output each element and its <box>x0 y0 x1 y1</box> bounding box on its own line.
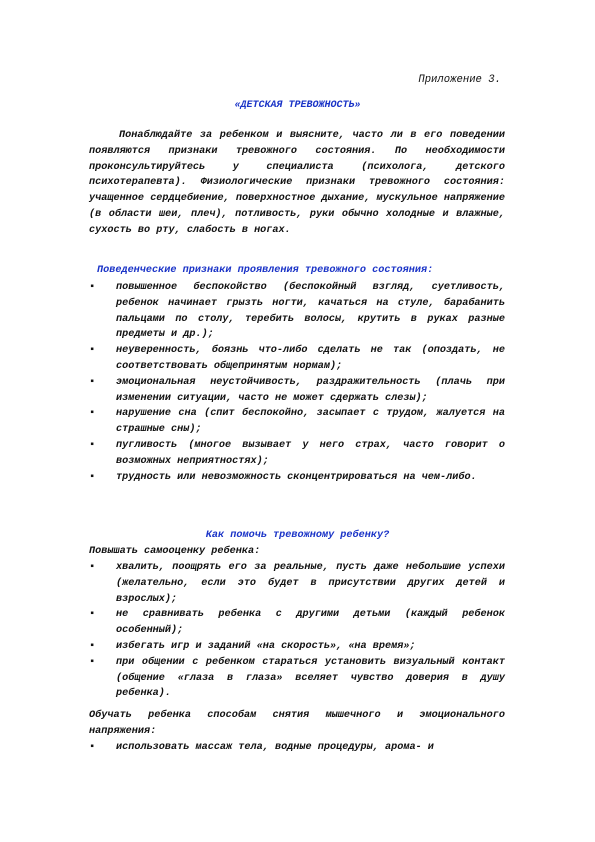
bullet-icon: ▪ <box>89 471 96 483</box>
list-item: ▪ не сравнивать ребенка с другими детьми (каждый ребенок особенный); <box>89 609 505 637</box>
bullet-icon: ▪ <box>89 609 96 621</box>
list-item: ▪ избегать игр и заданий «на скорость», «на время»; <box>89 639 505 655</box>
self-esteem-list <box>89 560 505 702</box>
bullet-icon: ▪ <box>89 345 96 357</box>
list-item: ▪ повышенное беспокойство (беспокойный взгляд, суетливость, ребенок начинает грызть ногти, качаться на стуле, барабанить пальцами по столу, теребить волосы, крутить в руках разные предметы и др.); <box>89 282 505 341</box>
help-heading: Как помочь тревожному ребенку? <box>205 530 390 541</box>
list-item: ▪ трудность или невозможность сконцентрироваться на чем-либо. <box>89 470 505 486</box>
bullet-icon: ▪ <box>89 408 96 420</box>
behavior-heading: Поведенческие признаки проявления тревожного состояния: <box>97 265 434 276</box>
bullet-icon: ▪ <box>89 562 96 573</box>
list-item: ▪ пугливость (многое вызывает у него страх, часто говорит о возможных неприятностях); <box>89 439 505 467</box>
list-item: ▪ использовать массаж тела, водные процедуры, арома- и <box>89 740 505 756</box>
list-item: ▪ при общении с ребенком стараться установить визуальный контакт (общение «глаза в глаза» вселяет чувство доверия в душу ребенка). <box>89 656 505 700</box>
list-item: ▪ хвалить, поощрять его за реальные, пусть даже небольшие успехи (желательно, если это будет в присутствии других детей и взрослых); <box>89 562 505 605</box>
behavior-list <box>89 280 505 485</box>
self-esteem-heading: Повышать самооценку ребенка: <box>89 546 261 557</box>
bullet-icon: ▪ <box>89 376 96 388</box>
list-item: ▪ эмоциональная неустойчивость, раздражительность (плачь при изменении ситуации, часто не может сдержать слезы); <box>89 376 505 404</box>
bullet-icon: ▪ <box>89 640 96 652</box>
tension-list <box>89 740 505 756</box>
tension-heading: Обучать ребенка способам снятия мышечного и эмоционального напряжения: <box>89 710 505 737</box>
bullet-icon: ▪ <box>89 742 96 753</box>
intro-paragraph: Понаблюдайте за ребенком и выясните, часто ли в его поведении появляются признаки тревожного состояния. По необходимости проконсультируйтесь у специалиста (психолога, детского психотерапевта). Физиологические признаки тревожного состояния: учащенное сердцебиение, поверхностное дыхание, мускульное напряжение (в области шеи, плеч), потливость, руки обычно холодные и влажные, сухость во рту, слабость в ногах. <box>89 130 505 236</box>
list-item: ▪ неуверенность, боязнь что-либо сделать не так (опоздать, не соответствовать общепринятым нормам); <box>89 345 505 372</box>
bullet-icon: ▪ <box>89 439 96 451</box>
bullet-icon: ▪ <box>89 656 96 668</box>
page-title: «ДЕТСКАЯ ТРЕВОЖНОСТЬ» <box>234 100 361 111</box>
bullet-icon: ▪ <box>89 282 96 293</box>
appendix-label: Приложение 3. <box>418 74 501 86</box>
list-item: ▪ нарушение сна (спит беспокойно, засыпает с трудом, жалуется на страшные сны); <box>89 408 505 436</box>
